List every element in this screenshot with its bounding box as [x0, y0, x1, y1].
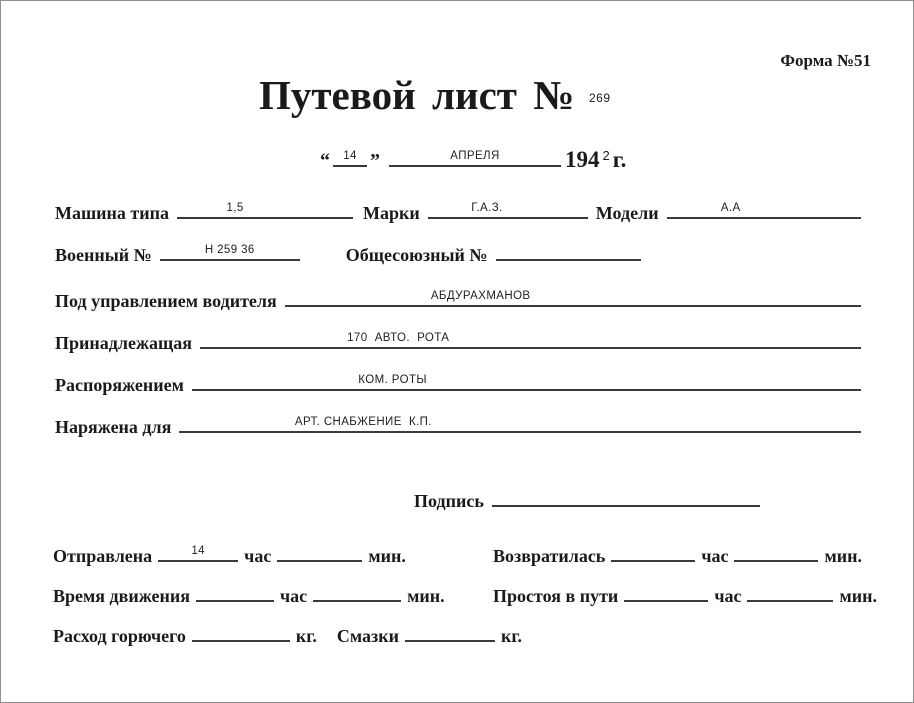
driver-label: Под управлением водителя: [55, 291, 277, 311]
owner-label: Принадлежащая: [55, 333, 192, 353]
fuel-line[interactable]: [192, 635, 290, 642]
idle-minute-line[interactable]: [747, 595, 833, 602]
idle-label: Простоя в пути: [493, 586, 619, 606]
returned-minute-line[interactable]: [734, 555, 818, 562]
purpose-label: Наряжена для: [55, 417, 172, 437]
fuel-label: Расход горючего: [53, 626, 186, 646]
consumption-row: [53, 626, 887, 647]
machine-type-label: Машина типа: [55, 203, 170, 223]
fuel-unit: кг.: [295, 626, 317, 646]
date-month-line[interactable]: [389, 150, 561, 167]
idle-group: [493, 586, 887, 607]
departed-minute-unit: мин.: [368, 546, 406, 566]
grease-unit: кг.: [500, 626, 522, 646]
signature-label: Подпись: [414, 491, 484, 511]
grease-line[interactable]: [405, 635, 495, 642]
date-row: [317, 147, 626, 173]
model-value: А.А: [720, 202, 741, 214]
owner-value: 170 АВТО. РОТА: [347, 332, 450, 344]
departed-hour-line[interactable]: [158, 545, 238, 562]
departed-group: [53, 546, 493, 567]
model-label: Модели: [595, 203, 659, 223]
returned-label: Возвратилась: [493, 546, 606, 566]
driving-hour-unit: час: [280, 586, 308, 606]
vehicle-row: [55, 203, 861, 224]
date-month-value: АПРЕЛЯ: [450, 150, 500, 162]
signature-line[interactable]: [492, 500, 760, 507]
departed-hour-unit: час: [244, 546, 272, 566]
order-label: Распоряжением: [55, 375, 184, 395]
model-line[interactable]: [667, 202, 861, 219]
order-row: [55, 375, 861, 396]
brand-line[interactable]: [428, 202, 588, 219]
date-close-quote: ”: [370, 150, 380, 172]
departed-label: Отправлена: [53, 546, 153, 566]
order-line[interactable]: [192, 374, 861, 391]
idle-hour-unit: час: [714, 586, 742, 606]
time-row-2: [53, 586, 887, 607]
owner-line[interactable]: [200, 332, 861, 349]
waybill-number-value: 269: [589, 91, 611, 105]
date-open-quote: “: [320, 150, 330, 172]
driving-hour-line[interactable]: [196, 595, 274, 602]
military-number-value: Н 259 36: [204, 244, 255, 256]
military-number-label: Военный №: [55, 245, 152, 265]
returned-group: [493, 546, 887, 567]
driver-line[interactable]: [285, 290, 861, 307]
departed-hour-value: 14: [191, 545, 205, 557]
date-day-value: 14: [343, 150, 357, 162]
order-value: КОМ. РОТЫ: [358, 374, 427, 386]
driving-group: [53, 586, 493, 607]
driving-label: Время движения: [53, 586, 190, 606]
owner-row: [55, 333, 861, 354]
date-year-prefix: 194: [565, 147, 600, 172]
date-day-line[interactable]: [333, 150, 367, 167]
idle-hour-line[interactable]: [624, 595, 708, 602]
returned-hour-line[interactable]: [611, 555, 695, 562]
grease-label: Смазки: [336, 626, 399, 646]
returned-hour-unit: час: [701, 546, 729, 566]
driving-minute-unit: мин.: [407, 586, 445, 606]
date-year-suffix: г.: [612, 147, 627, 172]
numbers-row: [55, 245, 861, 266]
brand-label: Марки: [363, 203, 420, 223]
page-title: Путевой лист №: [259, 72, 575, 118]
form-number: Форма №51: [780, 51, 871, 70]
purpose-line[interactable]: [179, 416, 861, 433]
purpose-value: АРТ. СНАБЖЕНИЕ К.П.: [294, 416, 432, 428]
purpose-row: [55, 417, 861, 438]
signature-row: [414, 491, 760, 512]
union-number-line[interactable]: [496, 254, 641, 261]
driver-value: АБДУРАХМАНОВ: [430, 290, 531, 302]
returned-minute-unit: мин.: [824, 546, 862, 566]
date-year-digit: 2: [602, 148, 610, 163]
departed-minute-line[interactable]: [277, 555, 362, 562]
machine-type-line[interactable]: [177, 202, 353, 219]
military-number-line[interactable]: [160, 244, 300, 261]
union-number-label: Общесоюзный №: [345, 245, 488, 265]
driving-minute-line[interactable]: [313, 595, 401, 602]
idle-minute-unit: мин.: [839, 586, 877, 606]
machine-type-value: 1,5: [226, 202, 244, 214]
driver-row: [55, 291, 861, 312]
time-row-1: [53, 546, 887, 567]
brand-value: Г.А.З.: [471, 202, 503, 214]
